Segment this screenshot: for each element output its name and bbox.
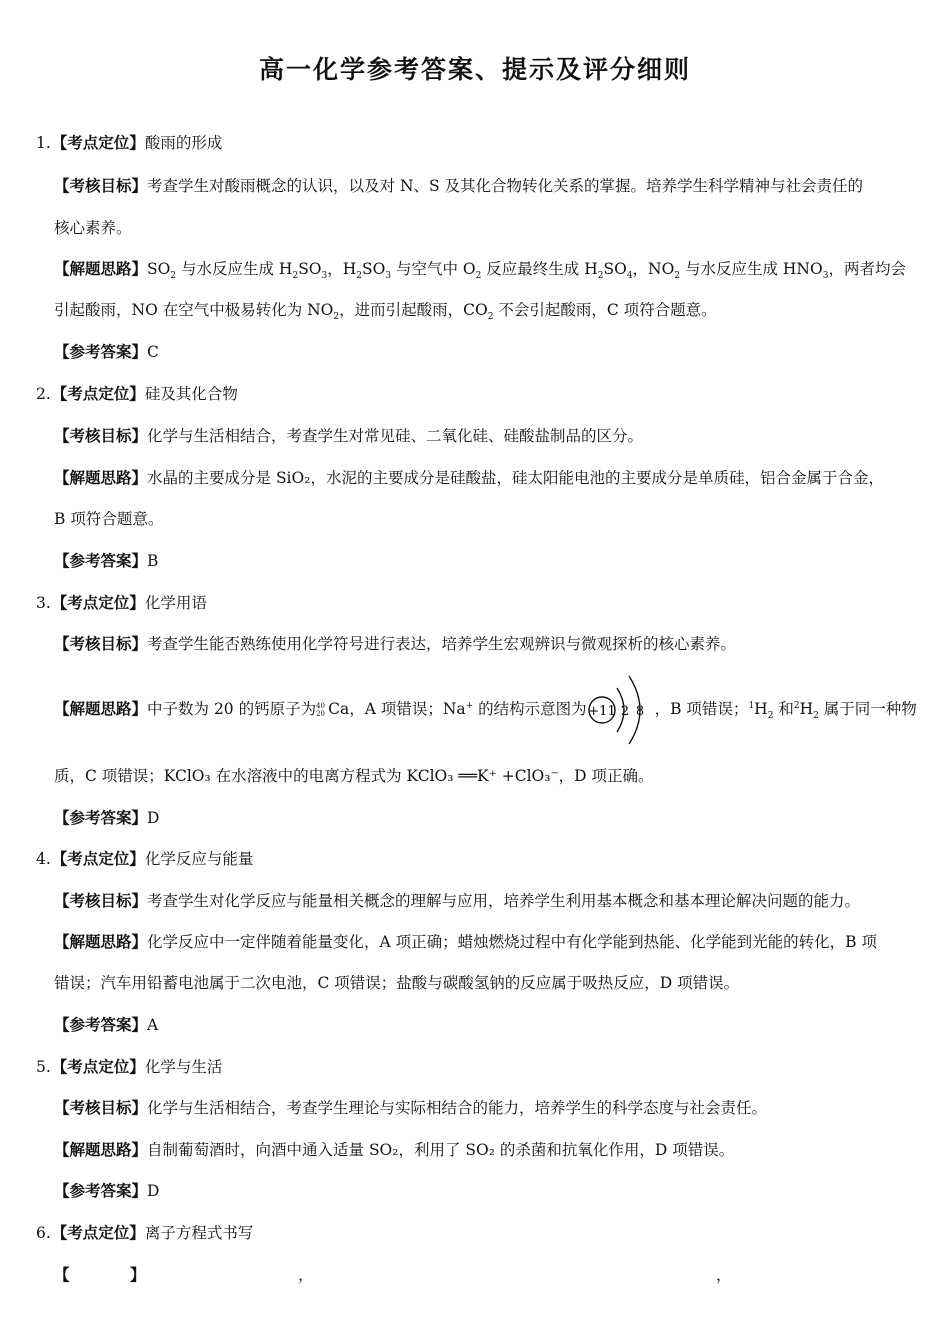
q3-analysis-text-b: ，B 项错误； <box>654 700 749 718</box>
q2-point-text: 硅及其化合物 <box>144 385 238 403</box>
q1-point-label: 【考点定位】 <box>51 133 145 152</box>
q4-point-text: 化学反应与能量 <box>144 850 254 868</box>
q4-goal-label: 【考核目标】 <box>54 891 148 910</box>
q2-point-label: 【考点定位】 <box>51 384 145 403</box>
q5-goal-text: 化学与生活相结合，考查学生理论与实际相结合的能力，培养学生的科学态度与社会责任。 <box>147 1099 768 1117</box>
q2-goal-label: 【考核目标】 <box>54 426 148 445</box>
q6-point-label: 【考点定位】 <box>51 1223 145 1242</box>
q5-analysis-text: 自制葡萄酒时，向酒中通入适量 SO₂，利用了 SO₂ 的杀菌和抗氧化作用，D 项错误。 <box>147 1141 735 1159</box>
q1-goal-label: 【考核目标】 <box>54 176 148 195</box>
q2-answer-value: B <box>147 552 159 570</box>
q4-analysis-line <box>54 930 877 952</box>
atomic-structure-svg <box>587 672 655 748</box>
q6-partial-comma-2: ， <box>716 1266 732 1284</box>
page-title: 高一化学参考答案、提示及评分细则 <box>258 55 691 84</box>
q6-partial-line <box>54 1263 934 1285</box>
q5-analysis-line <box>54 1138 734 1160</box>
electron-shell-2-count: 8 <box>635 704 644 719</box>
q3-analysis-text-c: C 项错误；KClO₃ 在水溶液中的电离方程式为 KClO₃ ══K⁺ +ClO₃⁻，D 项正确。 <box>85 767 654 785</box>
q6-partial-comma-1: ， <box>298 1266 314 1284</box>
q1-point-text: 酸雨的形成 <box>144 134 223 152</box>
q3-point-line <box>36 591 207 613</box>
q2-analysis-text-1: 水晶的主要成分是 SiO₂，水泥的主要成分是硅酸盐，硅太阳能电池的主要成分是单质硅，铝合金属于合金， <box>147 469 884 487</box>
q6-number: 6. <box>36 1224 51 1242</box>
q3-answer-label: 【参考答案】 <box>54 808 148 827</box>
q3-answer-line <box>54 806 159 828</box>
q4-analysis-continued: 错误；汽车用铅蓄电池属于二次电池，C 项错误；盐酸与碳酸氢钠的反应属于吸热反应，D 项错误。 <box>54 974 740 992</box>
q2-goal-line <box>54 424 643 446</box>
q5-analysis-label: 【解题思路】 <box>54 1140 148 1159</box>
q2-answer-label: 【参考答案】 <box>54 551 148 570</box>
q6-point-line <box>36 1221 253 1243</box>
q5-point-line <box>36 1055 222 1077</box>
q3-goal-line <box>54 632 736 654</box>
q1-goal-continued: 核心素养。 <box>54 219 132 237</box>
q3-analysis-label: 【解题思路】 <box>54 699 148 718</box>
q4-goal-text: 考查学生对化学反应与能量相关概念的理解与应用，培养学生利用基本概念和基本理论解决问题的能力。 <box>147 892 861 910</box>
q1-answer-line <box>54 340 159 362</box>
q2-analysis-continued: B 项符合题意。 <box>54 510 164 528</box>
q4-point-label: 【考点定位】 <box>51 849 145 868</box>
q5-answer-line <box>54 1179 159 1201</box>
q4-point-line <box>36 847 253 869</box>
sodium-ion-structure-diagram <box>587 700 655 720</box>
q1-goal-line <box>54 174 863 196</box>
q1-goal-text: 考查学生对酸雨概念的认识，以及对 N、S 及其化合物转化关系的掌握。培养学生科学精神与社会责任的 <box>147 177 864 195</box>
q2-analysis-line <box>54 466 884 488</box>
q1-point-line <box>36 131 222 153</box>
q3-number: 3. <box>36 594 51 612</box>
q1-analysis-line <box>54 257 906 281</box>
q4-number: 4. <box>36 850 51 868</box>
q4-analysis-label: 【解题思路】 <box>54 932 148 951</box>
q5-answer-label: 【参考答案】 <box>54 1181 148 1200</box>
electron-shell-1-count: 2 <box>620 704 629 719</box>
q6-point-text: 离子方程式书写 <box>144 1224 254 1242</box>
q3-answer-value: D <box>147 809 160 827</box>
q6-partial-bracket-open: 【 <box>54 1265 70 1284</box>
q2-analysis-label: 【解题思路】 <box>54 468 148 487</box>
q1-analysis-continued: 引起酸雨，NO 在空气中极易转化为 $NO_2$，进而引起酸雨，$CO_2$ 不会引起酸雨，C 项符合题意。 <box>54 301 717 323</box>
q3-analysis-line <box>54 697 917 721</box>
q1-analysis-label: 【解题思路】 <box>54 259 148 278</box>
q5-answer-value: D <box>147 1182 160 1200</box>
q3-goal-text: 考查学生能否熟练使用化学符号进行表达，培养学生宏观辨识与微观探析的核心素养。 <box>147 635 737 653</box>
q6-partial-bracket-close: 】 <box>130 1265 146 1284</box>
q4-answer-label: 【参考答案】 <box>54 1015 148 1034</box>
q3-analysis-text-a: 中子数为 20 的钙原子为 40 20 Ca，A 项错误；Na+ 的结构示意图为 <box>147 700 587 718</box>
q2-point-line <box>36 382 238 404</box>
q2-goal-text: 化学与生活相结合，考查学生对常见硅、二氧化硅、硅酸盐制品的区分。 <box>147 427 644 445</box>
q1-analysis-text-1: $SO_2$ 与水反应生成 $H_2SO_3$，$H_2SO_3$ 与空气中 $O_2$ 反应最终生成 $H_2SO_4$，$NO_2$ 与水反应生成 $HNO_3$，两者均会 <box>147 260 906 282</box>
q5-number: 5. <box>36 1058 51 1076</box>
q2-number: 2. <box>36 385 51 403</box>
q2-answer-line <box>54 549 158 571</box>
q3-analysis-text-hydrogen: $^1H_2$ 和$^2H_2$ 属于同一种物 <box>748 700 917 722</box>
q4-goal-line <box>54 889 860 911</box>
q3-analysis-continued: 质，C 项错误；KClO₃ 在水溶液中的电离方程式为 KClO₃ ══K⁺ +ClO₃⁻，D 项正确。 <box>54 767 654 785</box>
q1-answer-value: C <box>147 343 159 361</box>
q5-goal-label: 【考核目标】 <box>54 1098 148 1117</box>
q1-number: 1. <box>36 134 51 152</box>
q3-point-text: 化学用语 <box>144 594 207 612</box>
q3-point-label: 【考点定位】 <box>51 593 145 612</box>
q1-answer-label: 【参考答案】 <box>54 342 148 361</box>
q3-goal-label: 【考核目标】 <box>54 634 148 653</box>
q5-goal-line <box>54 1096 767 1118</box>
nucleus-charge: +11 <box>587 704 616 719</box>
q5-point-text: 化学与生活 <box>144 1058 223 1076</box>
q4-answer-value: A <box>147 1016 159 1034</box>
q5-point-label: 【考点定位】 <box>51 1057 145 1076</box>
q4-analysis-text-1: 化学反应中一定伴随着能量变化，A 项正确；蜡烛燃烧过程中有化学能到热能、化学能到光能的转化，B 项 <box>147 933 877 951</box>
calcium-isotope-notation: 40 20 <box>316 702 326 718</box>
q4-answer-line <box>54 1013 158 1035</box>
